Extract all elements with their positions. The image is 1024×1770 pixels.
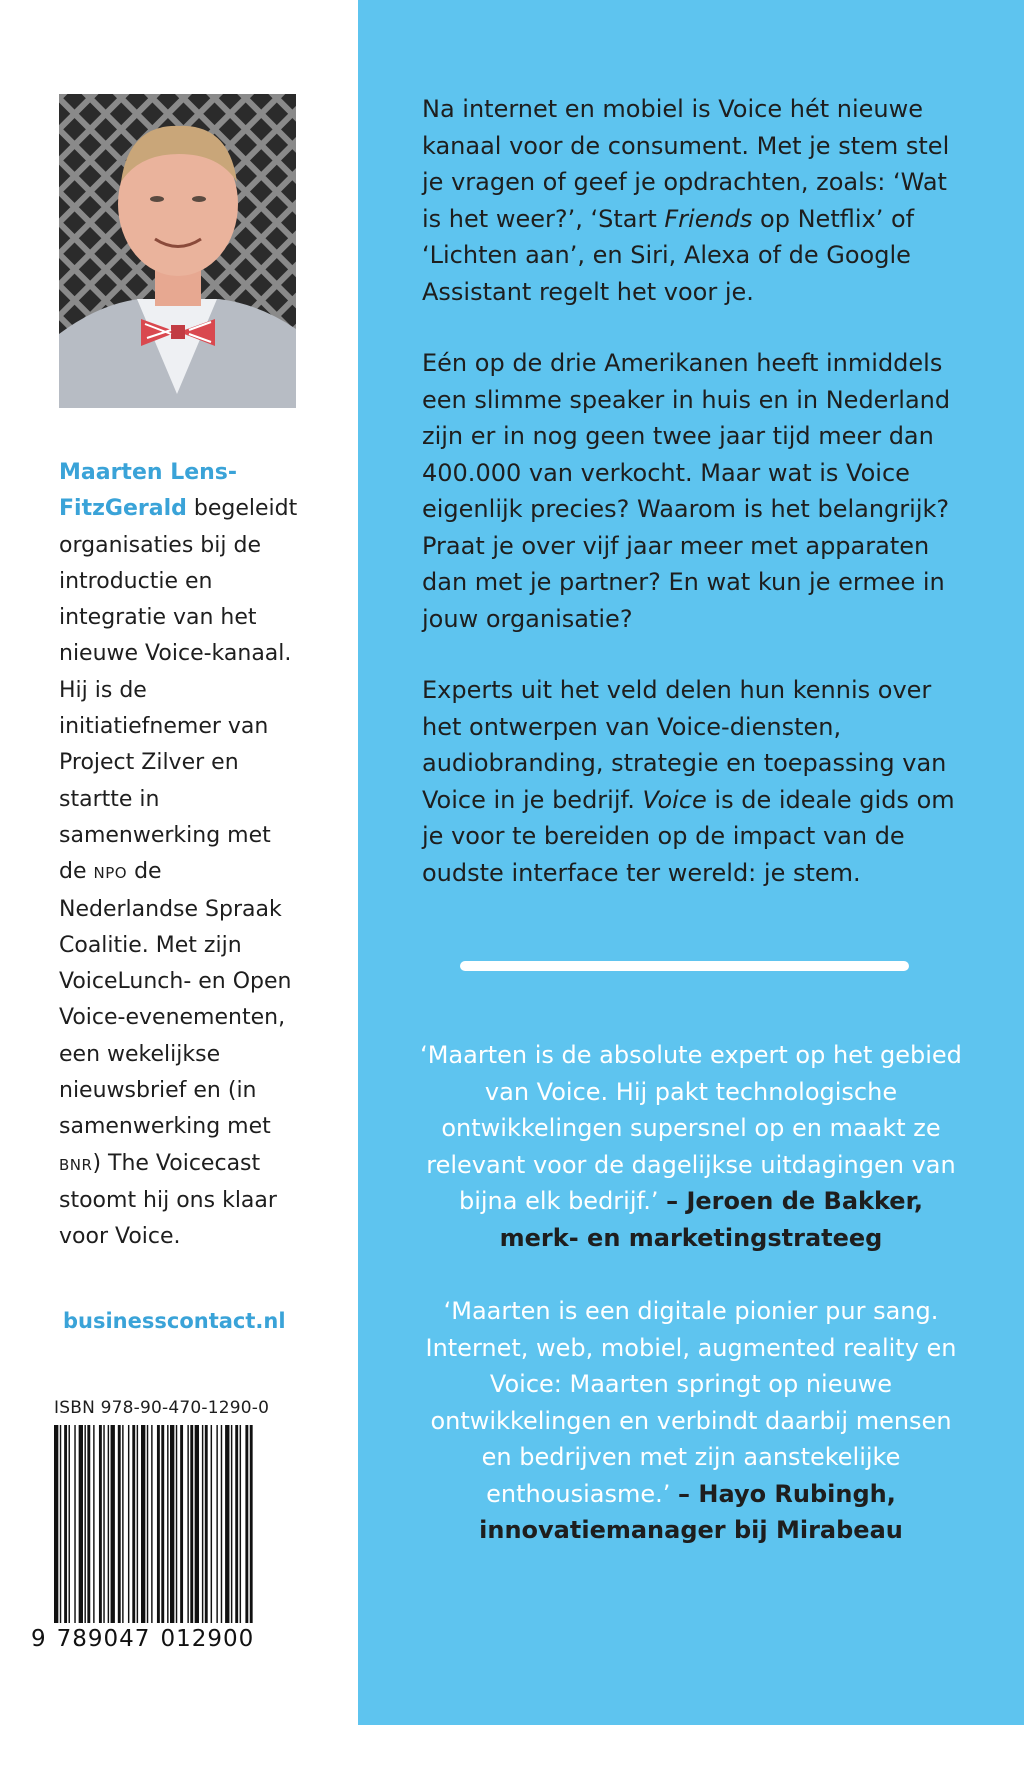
author-name: Maarten Lens-FitzGerald <box>59 460 238 522</box>
bio-text-1: begeleidt organisaties bij de introductie en integratie van het nieuwe Voice-kanaal. Hij is de initiatiefnemer van Project Zilver en startte in samenwerking met de <box>59 496 298 885</box>
author-photo <box>59 94 296 408</box>
barcode-digits <box>31 1626 254 1652</box>
barcode-digit-group1: 789047 <box>56 1626 151 1652</box>
blurb-paragraph-1 <box>422 91 962 310</box>
quote-1-attribution: – Jeroen de Bakker, merk- en marketingstrateeg <box>499 1187 923 1252</box>
blurb-paragraph-3 <box>422 672 962 891</box>
divider-line <box>460 961 909 971</box>
quote-1 <box>416 1037 966 1256</box>
publisher-website[interactable]: businesscontact.nl <box>63 1309 286 1333</box>
blurb-1-italic: Friends <box>664 204 753 233</box>
isbn-label: ISBN 978-90-470-1290-0 <box>54 1398 270 1418</box>
author-bio <box>59 455 299 1256</box>
left-column <box>0 0 358 1770</box>
bio-text-3: ) The Voicecast stoomt hij ons klaar voor Voice. <box>59 1150 277 1250</box>
quote-2-attribution: – Hayo Rubingh, innovatiemanager bij Mirabeau <box>479 1479 903 1544</box>
npo-abbr: NPO <box>93 864 128 883</box>
barcode-digit-first: 9 <box>31 1626 47 1652</box>
quote-2 <box>416 1293 966 1549</box>
blurb-1-text-b: op Netflix’ of ‘Lichten aan’, en Siri, Alexa of de Google Assistant regelt het voor je. <box>422 204 915 306</box>
quote-2-text: ‘Maarten is een digitale pionier pur sang. Internet, web, mobiel, augmented reality en Voice: Maarten springt op nieuwe ontwikkelingen en verbindt daarbij mensen en bedrijven met zijn aanstekelijke enthousiasme.’ <box>425 1297 957 1508</box>
blurb-paragraph-2: Eén op de drie Amerikanen heeft inmiddels een slimme speaker in huis en in Nederland zijn er in nog geen twee jaar tijd meer dan 400.000 van verkocht. Maar wat is Voice eigenlijk precies? Waarom is het belangrijk? Praat je over vijf jaar meer met apparaten dan met je partner? En wat kun je ermee in jouw organisatie? <box>422 349 951 633</box>
blurb-3-text-b: is de ideale gids om je voor te bereiden op de impact van de oudste interface ter wereld: je stem. <box>422 785 955 887</box>
blurb-1-text-a: Na internet en mobiel is Voice hét nieuwe kanaal voor de consument. Met je stem stel je vragen of geef je opdrachten, zoals: ‘Wat is het weer?’, ‘Start <box>422 95 950 233</box>
bnr-abbr: BNR <box>59 1155 93 1174</box>
bio-text-2: de Nederlandse Spraak Coalitie. Met zijn VoiceLunch- en Open Voice-evenementen, een wekelijkse nieuwsbrief en (in samenwerking met <box>59 859 292 1140</box>
quote-1-text: ‘Maarten is de absolute expert op het gebied van Voice. Hij pakt technologische ontwikkelingen supersnel op en maakt ze relevant voor de dagelijkse uitdagingen van bijna elk bedrijf.’ <box>420 1041 962 1215</box>
right-panel <box>358 0 1024 1725</box>
blurb-3-italic: Voice <box>642 785 707 814</box>
barcode <box>54 1425 299 1623</box>
blurb-3-text-a: Experts uit het veld delen hun kennis over het ontwerpen van Voice-diensten, audiobranding, strategie en toepassing van Voice in je bedrijf. <box>422 676 947 814</box>
barcode-digit-group2: 012900 <box>160 1626 255 1652</box>
